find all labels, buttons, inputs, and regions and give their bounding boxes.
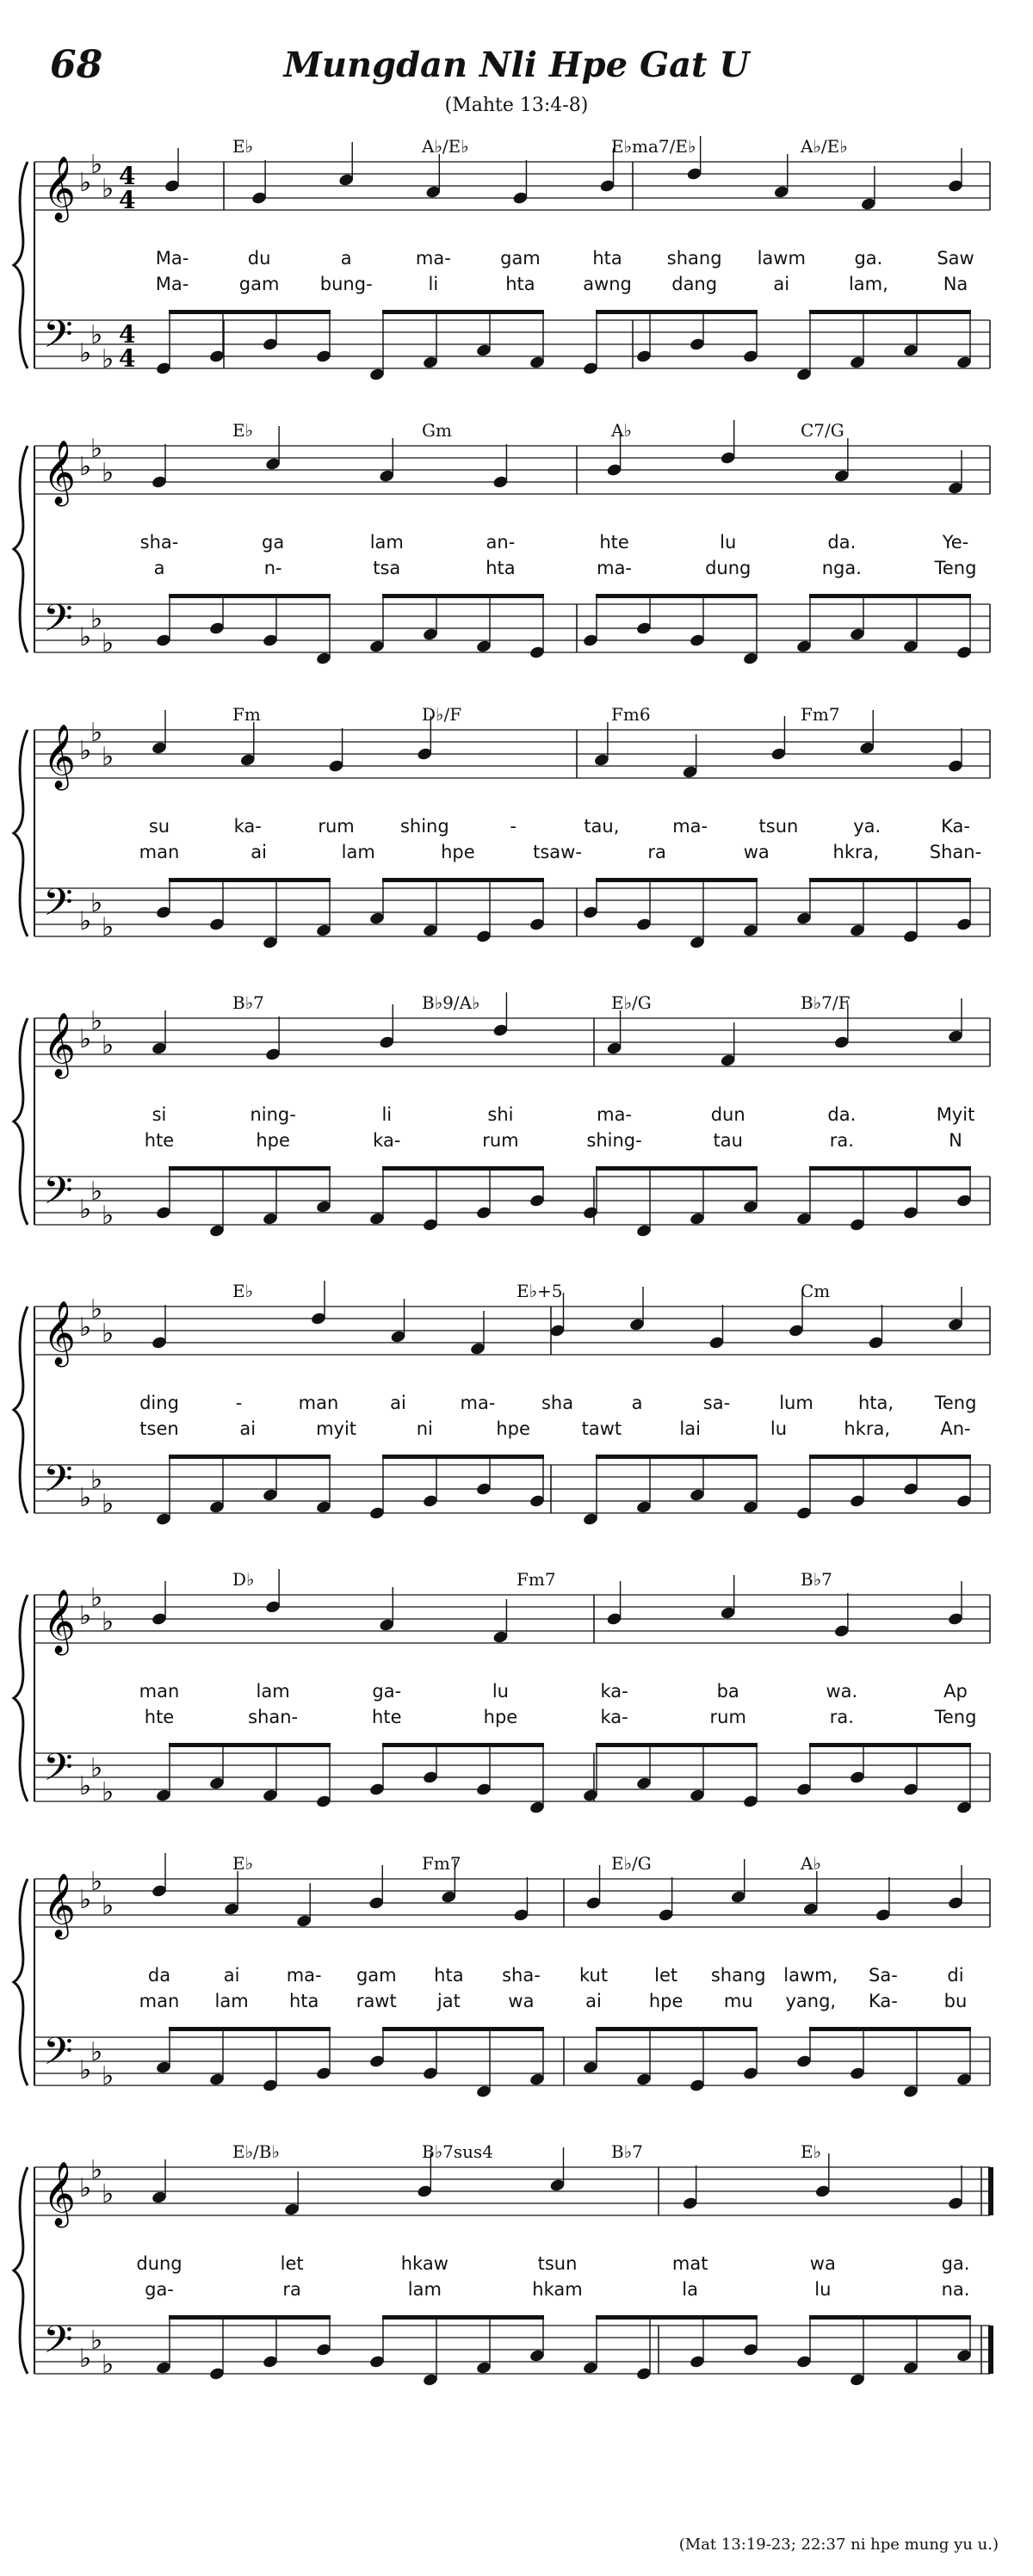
- chord-symbol: E♭/G: [611, 1853, 652, 1874]
- beam: [382, 310, 544, 314]
- chord-symbol: Fm6: [611, 704, 651, 725]
- verse1-lyric: hta: [592, 248, 622, 269]
- key-flat-icon: ♭: [90, 604, 103, 634]
- brace: [14, 730, 28, 936]
- verse2-lyric: dang: [671, 274, 718, 294]
- verse2-lyric: la: [682, 2279, 699, 2300]
- verse1-lyric: ding: [139, 1393, 179, 1413]
- key-flat-icon: ♭: [90, 1177, 103, 1207]
- verse2-lyric: N: [949, 1130, 962, 1151]
- verse2-lyric: wa: [508, 1991, 535, 2011]
- key-flat-icon: ♭: [79, 1313, 92, 1343]
- verse1-lyric: sha-: [139, 532, 179, 553]
- verse1-lyric: ma-: [672, 816, 708, 837]
- verse1-lyric: shi: [487, 1104, 514, 1125]
- verse2-lyric: Teng: [934, 558, 977, 578]
- verse2-lyric: hkra,: [832, 842, 880, 862]
- verse1-lyric: Ma-: [155, 248, 189, 269]
- verse1-lyric: lum: [779, 1393, 813, 1413]
- key-flat-icon: ♭: [79, 338, 92, 368]
- system-5: [0, 1265, 1033, 1541]
- verse1-lyric: Ap: [943, 1681, 968, 1702]
- verse1-lyric: ai: [223, 1965, 240, 1986]
- system-2: [0, 405, 1033, 680]
- verse1-lyric: ma-: [286, 1965, 322, 1986]
- beam: [169, 310, 331, 314]
- verse2-lyric: shing-: [586, 1130, 642, 1151]
- chord-symbol: E♭: [232, 420, 254, 441]
- treble-clef-icon: 𝄞: [43, 1590, 76, 1653]
- verse1-lyric: hkaw: [400, 2253, 448, 2274]
- key-flat-icon: ♭: [79, 622, 92, 652]
- key-flat-icon: ♭: [90, 2037, 103, 2067]
- verse2-lyric: Ka-: [868, 1991, 898, 2011]
- treble-clef-icon: 𝄞: [43, 1301, 76, 1365]
- chord-symbol: Fm7: [516, 1569, 556, 1590]
- chord-symbol: E♭: [232, 1853, 254, 1874]
- verse2-lyric: bung-: [319, 274, 373, 294]
- beam: [169, 878, 331, 882]
- key-flat-icon: ♭: [79, 452, 92, 482]
- brace: [14, 2167, 28, 2374]
- verse1-lyric: da.: [827, 532, 857, 553]
- verse2-lyric: ni: [416, 1418, 433, 1439]
- key-flat-icon: ♭: [79, 1771, 92, 1801]
- verse2-lyric: lam: [214, 1991, 249, 2011]
- bass-clef-icon: 𝄢: [43, 1168, 73, 1222]
- beam: [809, 2027, 971, 2031]
- verse2-lyric: lam,: [848, 274, 888, 294]
- verse2-lyric: rawt: [356, 1991, 397, 2011]
- verse1-lyric: gam: [500, 248, 541, 269]
- key-flat-icon: ♭: [90, 1583, 103, 1613]
- verse1-lyric: su: [148, 816, 170, 837]
- chord-symbol: E♭/B♭: [232, 2141, 280, 2162]
- key-flat-icon: ♭: [102, 1030, 114, 1060]
- verse1-lyric: a: [340, 248, 352, 269]
- beam: [596, 594, 758, 598]
- beam: [169, 1743, 331, 1747]
- verse2-lyric: yang,: [785, 1991, 837, 2011]
- chord-symbol: B♭9/A♭: [422, 992, 480, 1013]
- verse2-lyric: n-: [263, 558, 282, 578]
- verse1-lyric: tau,: [584, 816, 620, 837]
- verse1-lyric: Saw: [937, 248, 974, 269]
- chord-symbol: B♭7sus4: [422, 2141, 493, 2162]
- beam: [809, 594, 971, 598]
- verse2-lyric: ka-: [373, 1130, 401, 1151]
- verse2-lyric: ra.: [829, 1707, 854, 1727]
- system-8: [0, 2126, 1033, 2401]
- brace: [14, 1595, 28, 1801]
- key-flat-icon: ♭: [90, 718, 103, 748]
- beam: [382, 1743, 544, 1747]
- chord-symbol: D♭/F: [422, 704, 462, 725]
- chord-symbol: Fm7: [801, 704, 840, 725]
- verse1-lyric: lawm,: [783, 1965, 838, 1986]
- chord-symbol: C7/G: [801, 420, 844, 441]
- beam: [169, 1166, 331, 1171]
- verse2-lyric: na.: [941, 2279, 970, 2300]
- chord-symbol: E♭: [232, 136, 254, 157]
- verse2-lyric: Ma-: [155, 274, 189, 294]
- time-signature: 4: [119, 344, 136, 373]
- key-flat-icon: ♭: [102, 628, 114, 658]
- final-barline: [988, 2326, 993, 2374]
- verse1-lyric: man: [298, 1393, 339, 1413]
- verse1-lyric: sa-: [702, 1393, 731, 1413]
- verse1-lyric: lu: [492, 1681, 509, 1702]
- verse2-lyric: hta: [288, 1991, 319, 2011]
- verse2-lyric: hte: [372, 1707, 402, 1727]
- verse2-lyric: hte: [144, 1707, 175, 1727]
- verse1-lyric: shang: [710, 1965, 766, 1986]
- key-flat-icon: ♭: [102, 1777, 114, 1807]
- key-flat-icon: ♭: [79, 1195, 92, 1225]
- verse1-lyric: ning-: [250, 1104, 296, 1125]
- key-flat-icon: ♭: [102, 1891, 114, 1921]
- bass-clef-icon: 𝄢: [43, 596, 73, 650]
- chord-symbol: B♭7: [801, 1569, 832, 1590]
- beam: [382, 2027, 544, 2031]
- verse1-lyric: a: [631, 1393, 643, 1413]
- verse2-lyric: ai: [239, 1418, 257, 1439]
- verse1-lyric: kut: [579, 1965, 609, 1986]
- chord-symbol: E♭: [801, 2141, 822, 2162]
- key-flat-icon: ♭: [102, 344, 114, 374]
- footnote: (Mat 13:19-23; 22:37 ni hpe mung yu u.): [678, 2536, 999, 2554]
- verse1-lyric: let: [280, 2253, 304, 2274]
- verse2-lyric: jat: [436, 1991, 461, 2011]
- beam: [596, 1166, 758, 1171]
- beam: [382, 1166, 544, 1171]
- key-flat-icon: ♭: [90, 1753, 103, 1783]
- verse2-lyric: hkra,: [844, 1418, 891, 1439]
- key-flat-icon: ♭: [79, 1483, 92, 1513]
- verse1-lyric: li: [381, 1104, 393, 1125]
- verse2-lyric: tsaw-: [533, 842, 582, 862]
- chord-symbol: B♭7: [232, 992, 264, 1013]
- beam: [596, 1743, 758, 1747]
- verse2-lyric: man: [139, 1991, 180, 2011]
- brace: [14, 162, 28, 368]
- key-flat-icon: ♭: [102, 1607, 114, 1637]
- treble-clef-icon: 𝄞: [43, 2162, 76, 2226]
- beam: [809, 1743, 971, 1747]
- chord-symbol: A♭: [801, 1853, 821, 1874]
- verse1-lyric: mat: [671, 2253, 708, 2274]
- treble-clef-icon: 𝄞: [43, 441, 76, 504]
- chord-symbol: Cm: [801, 1281, 831, 1301]
- time-signature: 4: [119, 162, 136, 190]
- bass-clef-icon: 𝄢: [43, 2317, 73, 2371]
- beam: [382, 1455, 544, 1459]
- key-flat-icon: ♭: [102, 1201, 114, 1231]
- key-flat-icon: ♭: [102, 1489, 114, 1519]
- verse1-lyric: wa.: [826, 1681, 858, 1702]
- verse1-lyric: rum: [318, 816, 355, 837]
- page-header: [0, 0, 1033, 120]
- system-4: [0, 977, 1033, 1252]
- verse1-lyric: lam: [369, 532, 404, 553]
- verse1-lyric: hte: [599, 532, 629, 553]
- verse2-lyric: hpe: [441, 842, 475, 862]
- verse1-lyric: da: [147, 1965, 171, 1986]
- beam: [596, 878, 758, 882]
- key-flat-icon: ♭: [102, 458, 114, 488]
- brace: [14, 1018, 28, 1225]
- verse2-lyric: Na: [943, 274, 968, 294]
- verse1-lyric: ga: [262, 532, 285, 553]
- verse2-lyric: bu: [943, 1991, 968, 2011]
- verse1-lyric: -: [510, 816, 516, 837]
- key-flat-icon: ♭: [102, 1319, 114, 1349]
- verse1-lyric: tsun: [537, 2253, 578, 2274]
- key-flat-icon: ♭: [90, 1867, 103, 1897]
- verse1-lyric: lam: [256, 1681, 290, 1702]
- verse1-lyric: Myit: [936, 1104, 975, 1125]
- verse2-lyric: nga.: [821, 558, 862, 578]
- verse2-lyric: shan-: [248, 1707, 299, 1727]
- time-signature: 4: [119, 186, 136, 214]
- key-flat-icon: ♭: [90, 888, 103, 918]
- chord-symbol: B♭7: [611, 2141, 643, 2162]
- beam: [596, 310, 758, 314]
- treble-clef-icon: 𝄞: [43, 157, 76, 220]
- verse1-lyric: an-: [486, 532, 516, 553]
- verse1-lyric: dung: [136, 2253, 182, 2274]
- key-flat-icon: ♭: [90, 2155, 103, 2185]
- verse2-lyric: gam: [238, 274, 280, 294]
- verse1-lyric: ma-: [460, 1393, 496, 1413]
- beam: [382, 878, 544, 882]
- verse1-lyric: ma-: [597, 1104, 633, 1125]
- verse2-lyric: wa: [743, 842, 770, 862]
- verse2-lyric: rum: [482, 1130, 519, 1151]
- verse2-lyric: lam: [341, 842, 375, 862]
- verse1-lyric: Ye-: [942, 532, 969, 553]
- verse1-lyric: ka-: [233, 816, 262, 837]
- key-flat-icon: ♭: [90, 320, 103, 350]
- chord-symbol: E♭/G: [611, 992, 652, 1013]
- key-flat-icon: ♭: [79, 1885, 92, 1915]
- verse2-lyric: ma-: [597, 558, 633, 578]
- verse1-lyric: tsun: [758, 816, 799, 837]
- verse2-lyric: ra.: [829, 1130, 854, 1151]
- system-7: [0, 1838, 1033, 2113]
- verse2-lyric: hpe: [496, 1418, 530, 1439]
- brace: [14, 1307, 28, 1513]
- treble-clef-icon: 𝄞: [43, 1013, 76, 1077]
- verse2-lyric: a: [153, 558, 165, 578]
- verse2-lyric: ra: [282, 2279, 301, 2300]
- system-1: [0, 120, 1033, 396]
- verse2-lyric: hte: [144, 1130, 175, 1151]
- verse1-lyric: lawm: [757, 248, 806, 269]
- verse2-lyric: An-: [940, 1418, 971, 1439]
- verse1-lyric: gam: [356, 1965, 397, 1986]
- verse1-lyric: sha: [541, 1393, 574, 1413]
- verse1-lyric: si: [152, 1104, 167, 1125]
- key-flat-icon: ♭: [79, 1024, 92, 1054]
- chord-symbol: Fm7: [422, 1853, 461, 1874]
- key-flat-icon: ♭: [79, 2173, 92, 2203]
- key-flat-icon: ♭: [102, 2350, 114, 2380]
- chord-symbol: B♭7/F: [801, 992, 851, 1013]
- verse2-lyric: tawt: [581, 1418, 622, 1439]
- final-barline: [988, 2167, 993, 2215]
- verse2-lyric: tau: [713, 1130, 743, 1151]
- bass-clef-icon: 𝄢: [43, 1456, 73, 1510]
- key-flat-icon: ♭: [79, 2055, 92, 2085]
- verse2-lyric: awng: [583, 274, 632, 294]
- beam: [809, 2315, 971, 2320]
- verse2-lyric: ai: [585, 1991, 602, 2011]
- treble-clef-icon: 𝄞: [43, 725, 76, 788]
- verse2-lyric: lam: [407, 2279, 442, 2300]
- verse2-lyric: Shan-: [929, 842, 982, 862]
- key-flat-icon: ♭: [79, 2344, 92, 2374]
- verse1-lyric: let: [654, 1965, 678, 1986]
- chord-symbol: E♭ma7/E♭: [611, 136, 696, 157]
- beam: [596, 2027, 758, 2031]
- key-flat-icon: ♭: [90, 1465, 103, 1495]
- verse1-lyric: Ka-: [941, 816, 970, 837]
- chord-symbol: Gm: [422, 420, 452, 441]
- verse2-lyric: lu: [770, 1418, 788, 1439]
- beam: [169, 2027, 331, 2031]
- beam: [809, 878, 971, 882]
- verse2-lyric: mu: [723, 1991, 753, 2011]
- time-signature: 4: [119, 320, 136, 349]
- verse2-lyric: man: [139, 842, 180, 862]
- key-flat-icon: ♭: [90, 1006, 103, 1036]
- verse1-lyric: ma-: [415, 248, 451, 269]
- key-flat-icon: ♭: [79, 736, 92, 766]
- chord-symbol: A♭: [611, 420, 632, 441]
- beam: [809, 1166, 971, 1171]
- verse2-lyric: hta: [486, 558, 516, 578]
- chord-symbol: A♭/E♭: [422, 136, 469, 157]
- verse1-lyric: ka-: [600, 1681, 628, 1702]
- verse1-lyric: sha-: [502, 1965, 541, 1986]
- verse1-lyric: da.: [827, 1104, 857, 1125]
- bass-clef-icon: 𝄢: [43, 2029, 73, 2083]
- verse1-lyric: ya.: [853, 816, 881, 837]
- chord-symbol: A♭/E♭: [801, 136, 848, 157]
- verse1-lyric: ga.: [941, 2253, 970, 2274]
- verse2-lyric: Teng: [934, 1707, 977, 1727]
- verse2-lyric: dung: [705, 558, 752, 578]
- bass-clef-icon: 𝄢: [43, 1745, 73, 1799]
- brace: [14, 1879, 28, 2085]
- verse2-lyric: lu: [814, 2279, 832, 2300]
- verse1-lyric: shing: [399, 816, 449, 837]
- verse2-lyric: lai: [679, 1418, 701, 1439]
- song-title: Mungdan Nli Hpe Gat U: [283, 45, 750, 85]
- key-flat-icon: ♭: [102, 2061, 114, 2091]
- verse1-lyric: hta: [434, 1965, 464, 1986]
- verse2-lyric: hpe: [256, 1130, 290, 1151]
- verse1-lyric: di: [947, 1965, 964, 1986]
- key-flat-icon: ♭: [102, 2179, 114, 2209]
- verse2-lyric: rum: [709, 1707, 746, 1727]
- verse2-lyric: hta: [505, 274, 535, 294]
- verse2-lyric: ka-: [600, 1707, 628, 1727]
- verse2-lyric: ra: [647, 842, 666, 862]
- verse2-lyric: hpe: [483, 1707, 518, 1727]
- chord-symbol: D♭: [232, 1569, 255, 1590]
- key-flat-icon: ♭: [102, 912, 114, 942]
- beam: [596, 1455, 758, 1459]
- beam: [169, 1455, 331, 1459]
- beam: [809, 310, 971, 314]
- chord-symbol: E♭: [232, 1281, 254, 1301]
- verse1-lyric: ai: [390, 1393, 406, 1413]
- verse2-lyric: myit: [316, 1418, 357, 1439]
- beam: [382, 2315, 544, 2320]
- verse1-lyric: ba: [716, 1681, 739, 1702]
- scripture-reference: (Mahte 13:4-8): [444, 95, 589, 116]
- bass-clef-icon: 𝄢: [43, 880, 73, 934]
- beam: [809, 1455, 971, 1459]
- key-flat-icon: ♭: [90, 434, 103, 464]
- key-flat-icon: ♭: [102, 742, 114, 772]
- key-flat-icon: ♭: [79, 168, 92, 198]
- verse1-lyric: man: [139, 1681, 180, 1702]
- key-flat-icon: ♭: [90, 2326, 103, 2356]
- beam: [596, 2315, 758, 2320]
- verse1-lyric: Sa-: [869, 1965, 898, 1986]
- verse1-lyric: lu: [720, 532, 737, 553]
- verse1-lyric: ga.: [854, 248, 883, 269]
- verse2-lyric: ga-: [145, 2279, 174, 2300]
- verse2-lyric: hpe: [648, 1991, 684, 2011]
- system-6: [0, 1554, 1033, 1829]
- verse2-lyric: tsa: [373, 558, 401, 578]
- verse1-lyric: du: [247, 248, 271, 269]
- treble-clef-icon: 𝄞: [43, 1874, 76, 1937]
- verse1-lyric: hta,: [857, 1393, 894, 1413]
- verse1-lyric: Teng: [934, 1393, 977, 1413]
- key-flat-icon: ♭: [90, 150, 103, 180]
- key-flat-icon: ♭: [90, 1294, 103, 1325]
- verse2-lyric: ai: [251, 842, 267, 862]
- beam: [169, 594, 331, 598]
- verse2-lyric: ai: [773, 274, 790, 294]
- brace: [14, 446, 28, 652]
- chord-symbol: Fm: [232, 704, 261, 725]
- beam: [169, 2315, 331, 2320]
- key-flat-icon: ♭: [79, 1601, 92, 1631]
- chord-symbol: E♭+5: [516, 1281, 563, 1301]
- beam: [382, 594, 544, 598]
- bass-clef-icon: 𝄢: [43, 312, 73, 366]
- key-flat-icon: ♭: [79, 906, 92, 936]
- verse1-lyric: dun: [710, 1104, 745, 1125]
- key-flat-icon: ♭: [102, 174, 114, 204]
- verse2-lyric: hkam: [532, 2279, 583, 2300]
- verse1-lyric: wa: [809, 2253, 836, 2274]
- page-number: 68: [50, 43, 103, 87]
- verse1-lyric: ga-: [372, 1681, 402, 1702]
- verse2-lyric: tsen: [139, 1418, 179, 1439]
- system-3: [0, 689, 1033, 964]
- verse1-lyric: -: [235, 1393, 243, 1413]
- verse2-lyric: li: [428, 274, 439, 294]
- verse1-lyric: shang: [666, 248, 722, 269]
